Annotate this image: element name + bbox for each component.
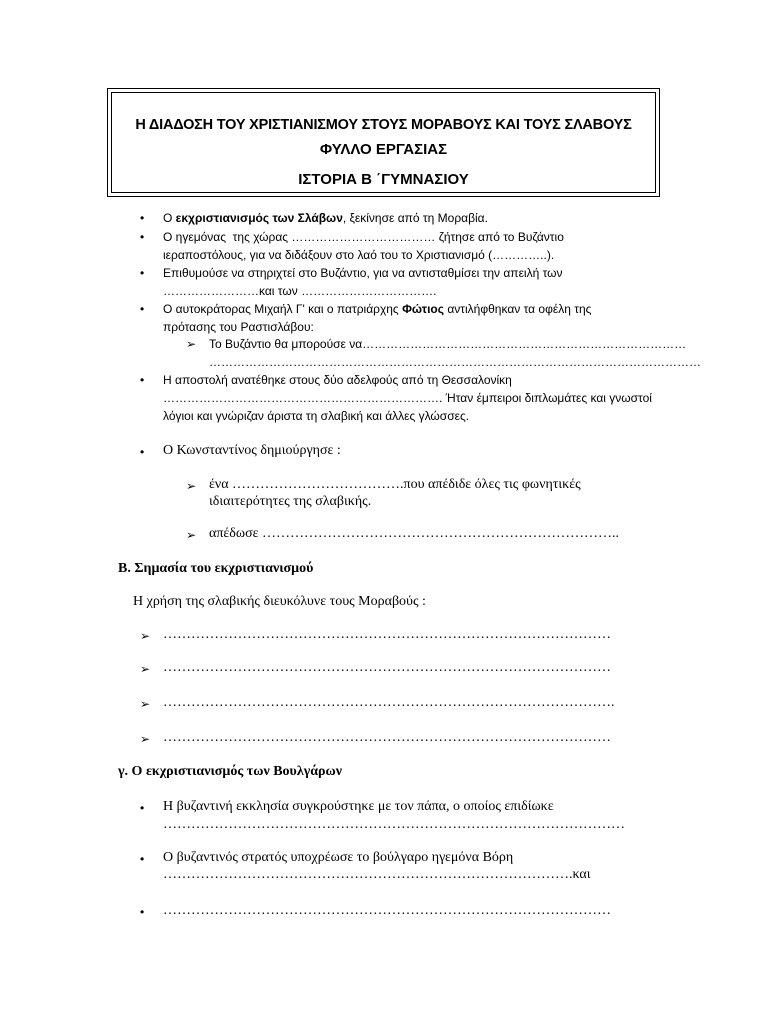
sub-list-item-continuation: ιδιαιτερότητες της σλαβικής. [209, 494, 372, 509]
sub-list-item: ένα ……………………………….που απέδιδε όλες τις φωνητικές [209, 477, 581, 492]
blank-answer-line: …………………………………………………………………………………… [163, 660, 611, 675]
section-b-heading: Β. Σημασία του εκχριστιανισμού [118, 561, 314, 576]
sub-list-item: απέδωσε ………………………………………………………………….. [209, 526, 620, 541]
sub-list-item-continuation: …………………………………………………………………………………………………………… [209, 355, 701, 369]
blank-answer-line: ……………………………………………………………………………………. [163, 695, 615, 710]
arrow-bullet-icon: ➢ [186, 337, 197, 351]
worksheet-subtitle: ΦΥΛΛΟ ΕΡΓΑΣΙΑΣ [319, 141, 448, 158]
arrow-bullet-icon: ➢ [140, 629, 151, 643]
sub-list-item: Το Βυζάντιο θα μπορούσε να……………………………………………………………………… [209, 337, 687, 351]
list-item: Ο αυτοκράτορας Μιχαήλ Γ' και ο πατριάρχης Φώτιος αντιλήφθηκαν τα οφέλη της [163, 302, 592, 316]
arrow-bullet-icon: ➢ [140, 732, 151, 746]
bullet-icon: • [140, 211, 145, 225]
worksheet-title: Η ΔΙΑΔΟΣΗ ΤΟΥ ΧΡΙΣΤΙΑΝΙΣΜΟΥ ΣΤΟΥΣ ΜΟΡΑΒΟΥΣ ΚΑΙ ΤΟΥΣ ΣΛΑΒΟΥΣ [135, 117, 632, 133]
list-item: Ο εκχριστιανισμός των Σλάβων, ξεκίνησε από τη Μοραβία. [163, 211, 488, 225]
list-item-continuation: …………………………………………………………………………….και [163, 867, 591, 882]
section-c-heading: γ. Ο εκχριστιανισμός των Βουλγάρων [118, 764, 343, 779]
list-item-continuation: ……………………………………………………………………………………… [163, 817, 625, 832]
bullet-icon: • [140, 266, 145, 280]
list-item-continuation: λόγιοι και γνώριζαν άριστα τη σλαβική και άλλες γλώσσες. [163, 409, 470, 423]
bullet-icon: • [140, 801, 145, 815]
course-title: ΙΣΤΟΡΙΑ Β ΄ΓΥΜΝΑΣΙΟΥ [298, 171, 469, 188]
blank-answer-line: …………………………………………………………………………………… [163, 903, 611, 918]
arrow-bullet-icon: ➢ [186, 528, 197, 542]
list-item-continuation: πρότασης του Ραστισλάβου: [163, 320, 314, 334]
title-box [107, 88, 660, 197]
list-item: Επιθυμούσε να στηριχτεί στο Βυζάντιο, για να αντισταθμίσει την απειλή των [163, 266, 563, 280]
list-item: Η βυζαντινή εκκλησία συγκρούστηκε με τον πάπα, ο οποίος επιδίωκε [163, 799, 554, 814]
list-item-continuation: ιεραποστόλους, για να διδάξουν στο λαό του το Χριστιανισμό (…………..). [163, 248, 555, 262]
list-item-continuation: ……………………και των ……………………………. [163, 284, 437, 298]
blank-answer-line: …………………………………………………………………………………… [163, 730, 611, 745]
list-item: Ο ηγεμόνας της χώρας ……………………………… ζήτησε από το Βυζάντιο [163, 230, 564, 244]
bullet-icon: • [140, 852, 145, 866]
list-item-continuation: ……………………………………………………………. Ήταν έμπειροι διπλωμάτες και γνωστοί [163, 391, 652, 405]
arrow-bullet-icon: ➢ [140, 662, 151, 676]
arrow-bullet-icon: ➢ [186, 479, 197, 493]
blank-answer-line: …………………………………………………………………………………… [163, 627, 611, 642]
bullet-icon: • [140, 302, 145, 316]
arrow-bullet-icon: ➢ [140, 697, 151, 711]
bullet-icon: • [140, 445, 145, 459]
list-item: Ο βυζαντινός στρατός υποχρέωσε το βούλγαρο ηγεμόνα Βόρη [163, 850, 514, 865]
list-item: Η αποστολή ανατέθηκε στους δύο αδελφούς από τη Θεσσαλονίκη [163, 373, 512, 387]
bullet-icon: • [140, 905, 145, 919]
bullet-icon: • [140, 230, 145, 244]
bullet-icon: • [140, 373, 145, 387]
list-item: Ο Κωνσταντίνος δημιούργησε : [163, 443, 341, 458]
section-b-intro: Η χρήση της σλαβικής διευκόλυνε τους Μοραβούς : [133, 594, 426, 609]
